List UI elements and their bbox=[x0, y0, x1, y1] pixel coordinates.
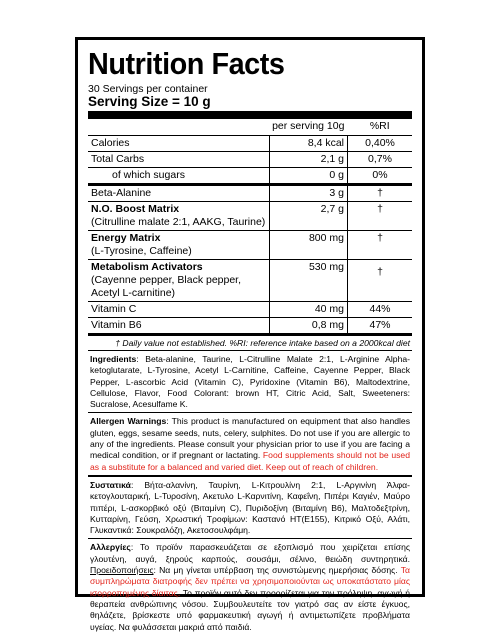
row-sub: (Cayenne pepper, Black pepper, bbox=[91, 274, 242, 286]
row-name: N.O. Boost Matrix bbox=[91, 203, 180, 215]
greek-warnings-heading: Προειδοποιήσεις bbox=[90, 565, 154, 576]
row-name: Vitamin B6 bbox=[88, 318, 269, 335]
greek-allergen-text-1: : Το προϊόν παρασκευάζεται σε εξοπλισμό που χειρίζεται επίσης γλουτένη, αυγά, ξηρούς καρπούς, σουσάμι, σέλινο, θειώδη συντηρητικά. bbox=[90, 542, 410, 564]
table-row-calories bbox=[88, 136, 412, 152]
row-amount: 8,4 kcal bbox=[269, 136, 347, 152]
row-ri: † bbox=[348, 260, 413, 302]
label-title: Nutrition Facts bbox=[88, 46, 285, 81]
row-name: of which sugars bbox=[88, 168, 269, 185]
row-ri: † bbox=[348, 231, 413, 260]
row-ri: † bbox=[348, 202, 413, 231]
row-name: Beta-Alanine bbox=[88, 185, 269, 202]
header-per-serving: per serving 10g bbox=[269, 119, 347, 136]
row-name-cell bbox=[88, 231, 269, 260]
greek-red-warning: Τα συμπληρώματα διατροφής δεν πρέπει να χρησιμοποιούνται ως υποκατάστατο μίας ισορροπημένης δίαιτας. bbox=[90, 565, 410, 598]
row-ri: † bbox=[348, 185, 413, 202]
row-ri: 47% bbox=[348, 318, 413, 335]
allergen-text: : This product is manufactured on equipment that also handles gluten, eggs, sesame seeds, nuts, celery, sulphites. Do not use if you are allergic to any of the ingredients. Please consult your physician prior to use if you are facing a medical condition, or if pregnant or lactating. bbox=[90, 416, 410, 461]
greek-allergen-heading: Αλλεργίες bbox=[90, 542, 131, 553]
row-ri: 0% bbox=[348, 168, 413, 185]
row-ri: 0,7% bbox=[348, 152, 413, 168]
row-sub: (L-Tyrosine, Caffeine) bbox=[91, 245, 192, 257]
row-name: Calories bbox=[88, 136, 269, 152]
nutrition-label bbox=[75, 37, 425, 632]
row-name-cell bbox=[88, 260, 269, 302]
row-name: Vitamin C bbox=[88, 302, 269, 318]
header-blank bbox=[88, 119, 269, 136]
greek-allergen-text-3: Το προϊόν αυτό δεν προορίζεται για την πρόληψη, αγωγή ή θεραπεία ανθρώπινης νόσου. Συμβουλευτείτε τον γιατρό σας αν είστε έγκυος, θηλάζετε, βρίσκεστε υπό φαρμακευτική αγωγή ή αντιμετωπίζετε προβλήματα υγείας. Να φυλάσσεται μακριά από παιδιά. bbox=[90, 587, 410, 632]
ingredients-text: : Beta-alanine, Taurine, L-Citrulline Malate 2:1, L-Arginine Alpha-ketoglutarate, L-Tyrosine, Acetyl L-Carnitine, Caffeine, Cayenne Pepper, Black Pepper, L-ascorbic Acid (Vitamin C), Pyridoxine (Vitamin B6), Maltodextrine, Cellulose, Flavor, Food Colorant: brown HT, Citric Acid, Salt, Sweeteners: Sucralose, Acesulfame K. bbox=[90, 354, 410, 410]
footnote: † Daily value not established. %RI: reference intake based on a 2000kcal diet bbox=[115, 338, 410, 348]
serving-size: Serving Size = 10 g bbox=[88, 94, 211, 109]
row-amount: 530 mg bbox=[269, 260, 347, 302]
allergen-heading: Allergen Warnings bbox=[90, 416, 167, 427]
row-amount: 2,7 g bbox=[269, 202, 347, 231]
row-amount: 800 mg bbox=[269, 231, 347, 260]
allergen-red-warning: Food supplements should not be used as a substitute for a balanced and varied diet. Keep out of reach of children. bbox=[90, 450, 410, 472]
nutrition-table bbox=[88, 119, 412, 336]
ingredients-heading: Ingredients bbox=[90, 354, 137, 364]
table-row-total-carbs bbox=[88, 152, 412, 168]
row-amount: 2,1 g bbox=[269, 152, 347, 168]
row-name: Energy Matrix bbox=[91, 232, 161, 244]
table-row-no-boost bbox=[88, 202, 412, 231]
row-amount: 40 mg bbox=[269, 302, 347, 318]
greek-allergen-section bbox=[88, 538, 412, 634]
row-ri: 0,40% bbox=[348, 136, 413, 152]
ingredients-section bbox=[88, 350, 412, 412]
row-ri: 44% bbox=[348, 302, 413, 318]
row-sub: (Citrulline malate 2:1, AAKG, Taurine) bbox=[91, 216, 266, 228]
table-row-energy bbox=[88, 231, 412, 260]
row-sub-2: Acetyl L-carnitine) bbox=[91, 287, 176, 299]
servings-per-container: 30 Servings per container bbox=[88, 83, 208, 95]
allergen-section bbox=[88, 412, 412, 474]
table-row-vitamin-b6 bbox=[88, 318, 412, 335]
table-header-row bbox=[88, 119, 412, 136]
row-name-cell bbox=[88, 202, 269, 231]
greek-ingredients-text: : Βήτα-αλανίνη, Ταυρίνη, L-Κιτρουλίνη 2:1, L-Αργινίνη Άλφα-κετογλουταρική, L-Τυροσίνη, Ακετυλο L-Καρνιτίνη, Καφεΐνη, Πιπέρι Καγιέν, Μαύρο πιπέρι, L-ασκορβικό οξύ (Βιταμίνη C), Πυριδοξίνη (Βιταμίνη Β6), Μαλτοδεξτρίνη, Κυτταρίνη, Γεύση, Χρωστική Τροφίμων: Καστανό HT(E155), Κιτρικό Οξύ, Αλάτι, Γλυκαντικά: Σουκραλόζη, Ακετοσουλφάμη. bbox=[90, 479, 410, 536]
row-name: Metabolism Activators bbox=[91, 261, 203, 273]
row-amount: 3 g bbox=[269, 185, 347, 202]
thick-divider bbox=[88, 111, 412, 119]
greek-ingredients-heading: Συστατικά bbox=[90, 479, 131, 490]
table-row-vitamin-c bbox=[88, 302, 412, 318]
row-amount: 0,8 mg bbox=[269, 318, 347, 335]
header-ri: %RI bbox=[348, 119, 413, 136]
table-row-metabolism bbox=[88, 260, 412, 302]
greek-ingredients-section bbox=[88, 475, 412, 538]
greek-allergen-text-2: : Να μη γίνεται υπέρβαση της συνιστώμενης ημερήσιας δόσης. bbox=[153, 565, 401, 576]
table-row-sugars bbox=[88, 168, 412, 185]
row-amount: 0 g bbox=[269, 168, 347, 185]
table-row-beta-alanine bbox=[88, 185, 412, 202]
row-name: Total Carbs bbox=[88, 152, 269, 168]
